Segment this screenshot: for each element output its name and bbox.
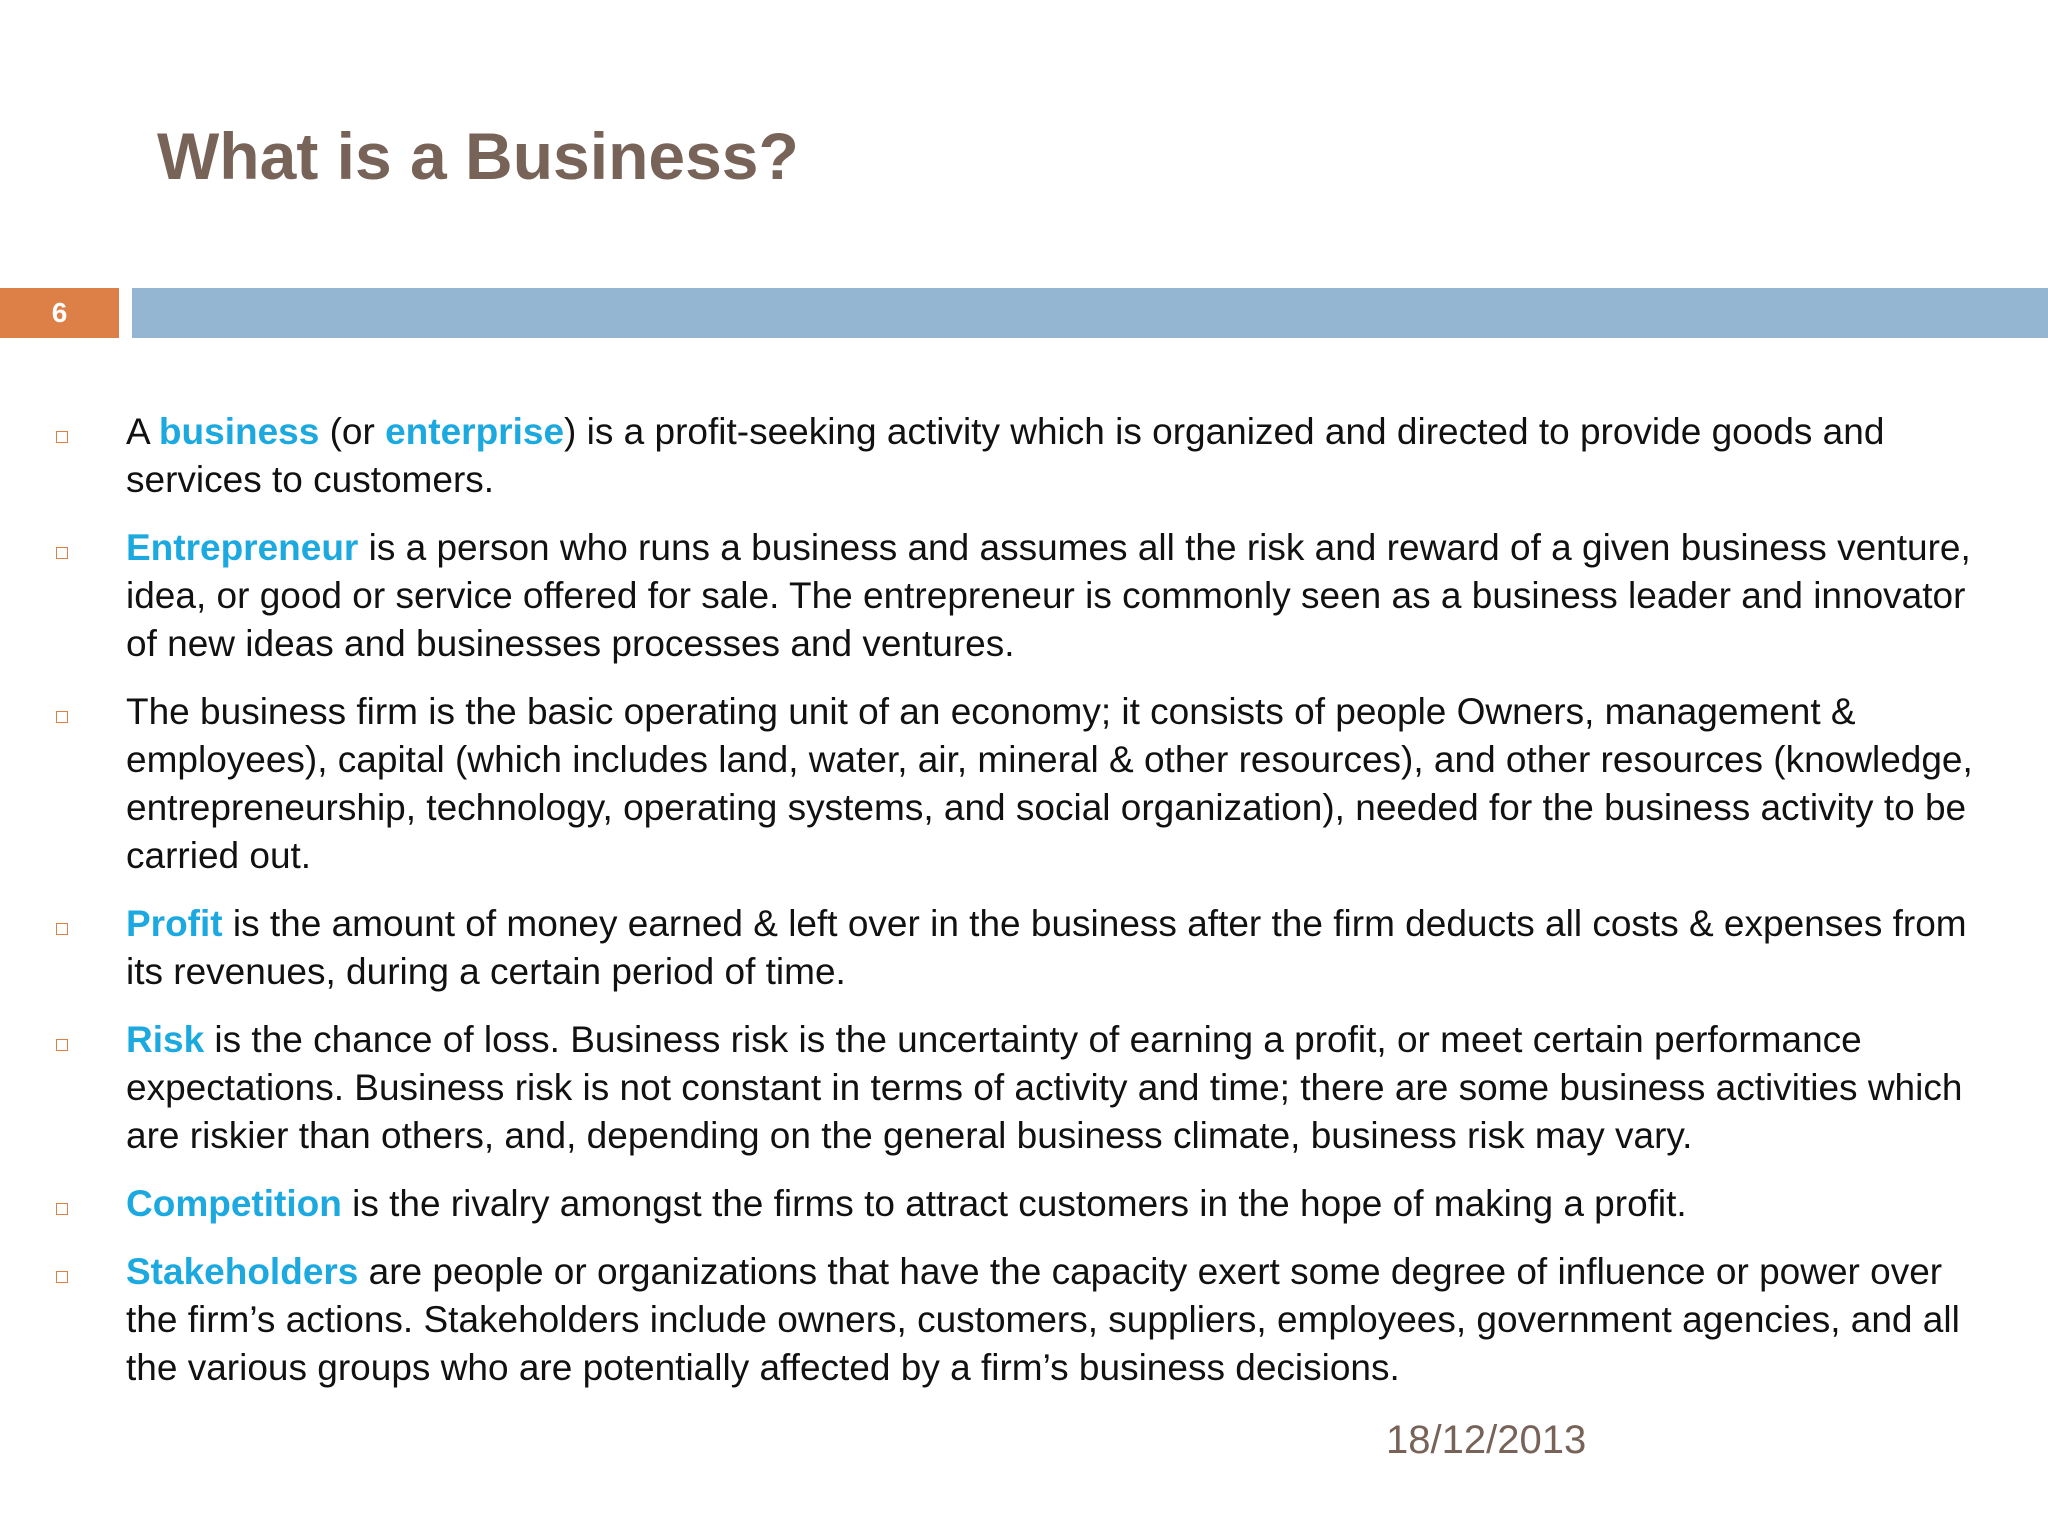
slide-title: What is a Business?	[157, 119, 799, 193]
bullet-text: is the rivalry amongst the firms to attract customers in the hope of making a profit.	[341, 1183, 1687, 1224]
bullet-item-profit	[0, 900, 2048, 996]
bullet-text: is the chance of loss. Business risk is the uncertainty of earning a profit, or meet certain performance expectations. Business risk is not constant in terms of activity and time; there are some business activities which are riskier than others, and, depending on the general business climate, business risk may vary.	[126, 1019, 1963, 1156]
term-business: business	[158, 411, 320, 452]
bullet-text: is the amount of money earned & left over in the business after the firm deducts all costs & expenses from its revenues, during a certain period of time.	[126, 903, 1967, 992]
footer-date: 18/12/2013	[1386, 1418, 1587, 1462]
square-bullet-icon	[56, 1039, 68, 1051]
bullet-text: The business firm is the basic operating unit of an economy; it consists of people Owners, management & employees), capital (which includes land, water, air, mineral & other resources), and other resources (knowledge, entrepreneurship, technology, operating systems, and social organization), needed for the business activity to be carried out.	[126, 691, 1973, 876]
term-entrepreneur: Entrepreneur	[126, 527, 359, 568]
bullet-item-competition	[0, 1180, 2048, 1228]
square-bullet-icon	[56, 431, 68, 443]
term-enterprise: enterprise	[385, 411, 565, 452]
term-stakeholders: Stakeholders	[126, 1251, 359, 1292]
header-band	[0, 288, 2048, 338]
bullet-text: (or	[319, 411, 386, 452]
bullet-item-business-firm	[0, 688, 2048, 880]
square-bullet-icon	[56, 1203, 68, 1215]
bullet-text: is a person who runs a business and assumes all the risk and reward of a given business venture, idea, or good or service offered for sale. The entrepreneur is commonly seen as a business leader and innovator of new ideas and businesses processes and ventures.	[126, 527, 1971, 664]
square-bullet-icon	[56, 923, 68, 935]
term-profit: Profit	[126, 903, 223, 944]
bullet-item-business	[0, 408, 2048, 504]
slide-number-badge: 6	[0, 288, 119, 338]
square-bullet-icon	[56, 1271, 68, 1283]
bullet-item-risk	[0, 1016, 2048, 1160]
bullet-text: are people or organizations that have the capacity exert some degree of influence or power over the firm’s actions. Stakeholders include owners, customers, suppliers, employees, government agencies, and all the various groups who are potentially affected by a firm’s business decisions.	[126, 1251, 1960, 1388]
bullet-item-entrepreneur	[0, 524, 2048, 668]
bullet-item-stakeholders	[0, 1248, 2048, 1392]
square-bullet-icon	[56, 547, 68, 559]
header-accent-bar	[132, 288, 2048, 338]
term-risk: Risk	[126, 1019, 205, 1060]
bullet-text: ) is a profit-seeking activity which is organized and directed to provide goods and services to customers.	[126, 411, 1885, 500]
bullet-text: A	[126, 411, 159, 452]
term-competition: Competition	[126, 1183, 342, 1224]
square-bullet-icon	[56, 711, 68, 723]
bullet-list	[0, 408, 2048, 1412]
